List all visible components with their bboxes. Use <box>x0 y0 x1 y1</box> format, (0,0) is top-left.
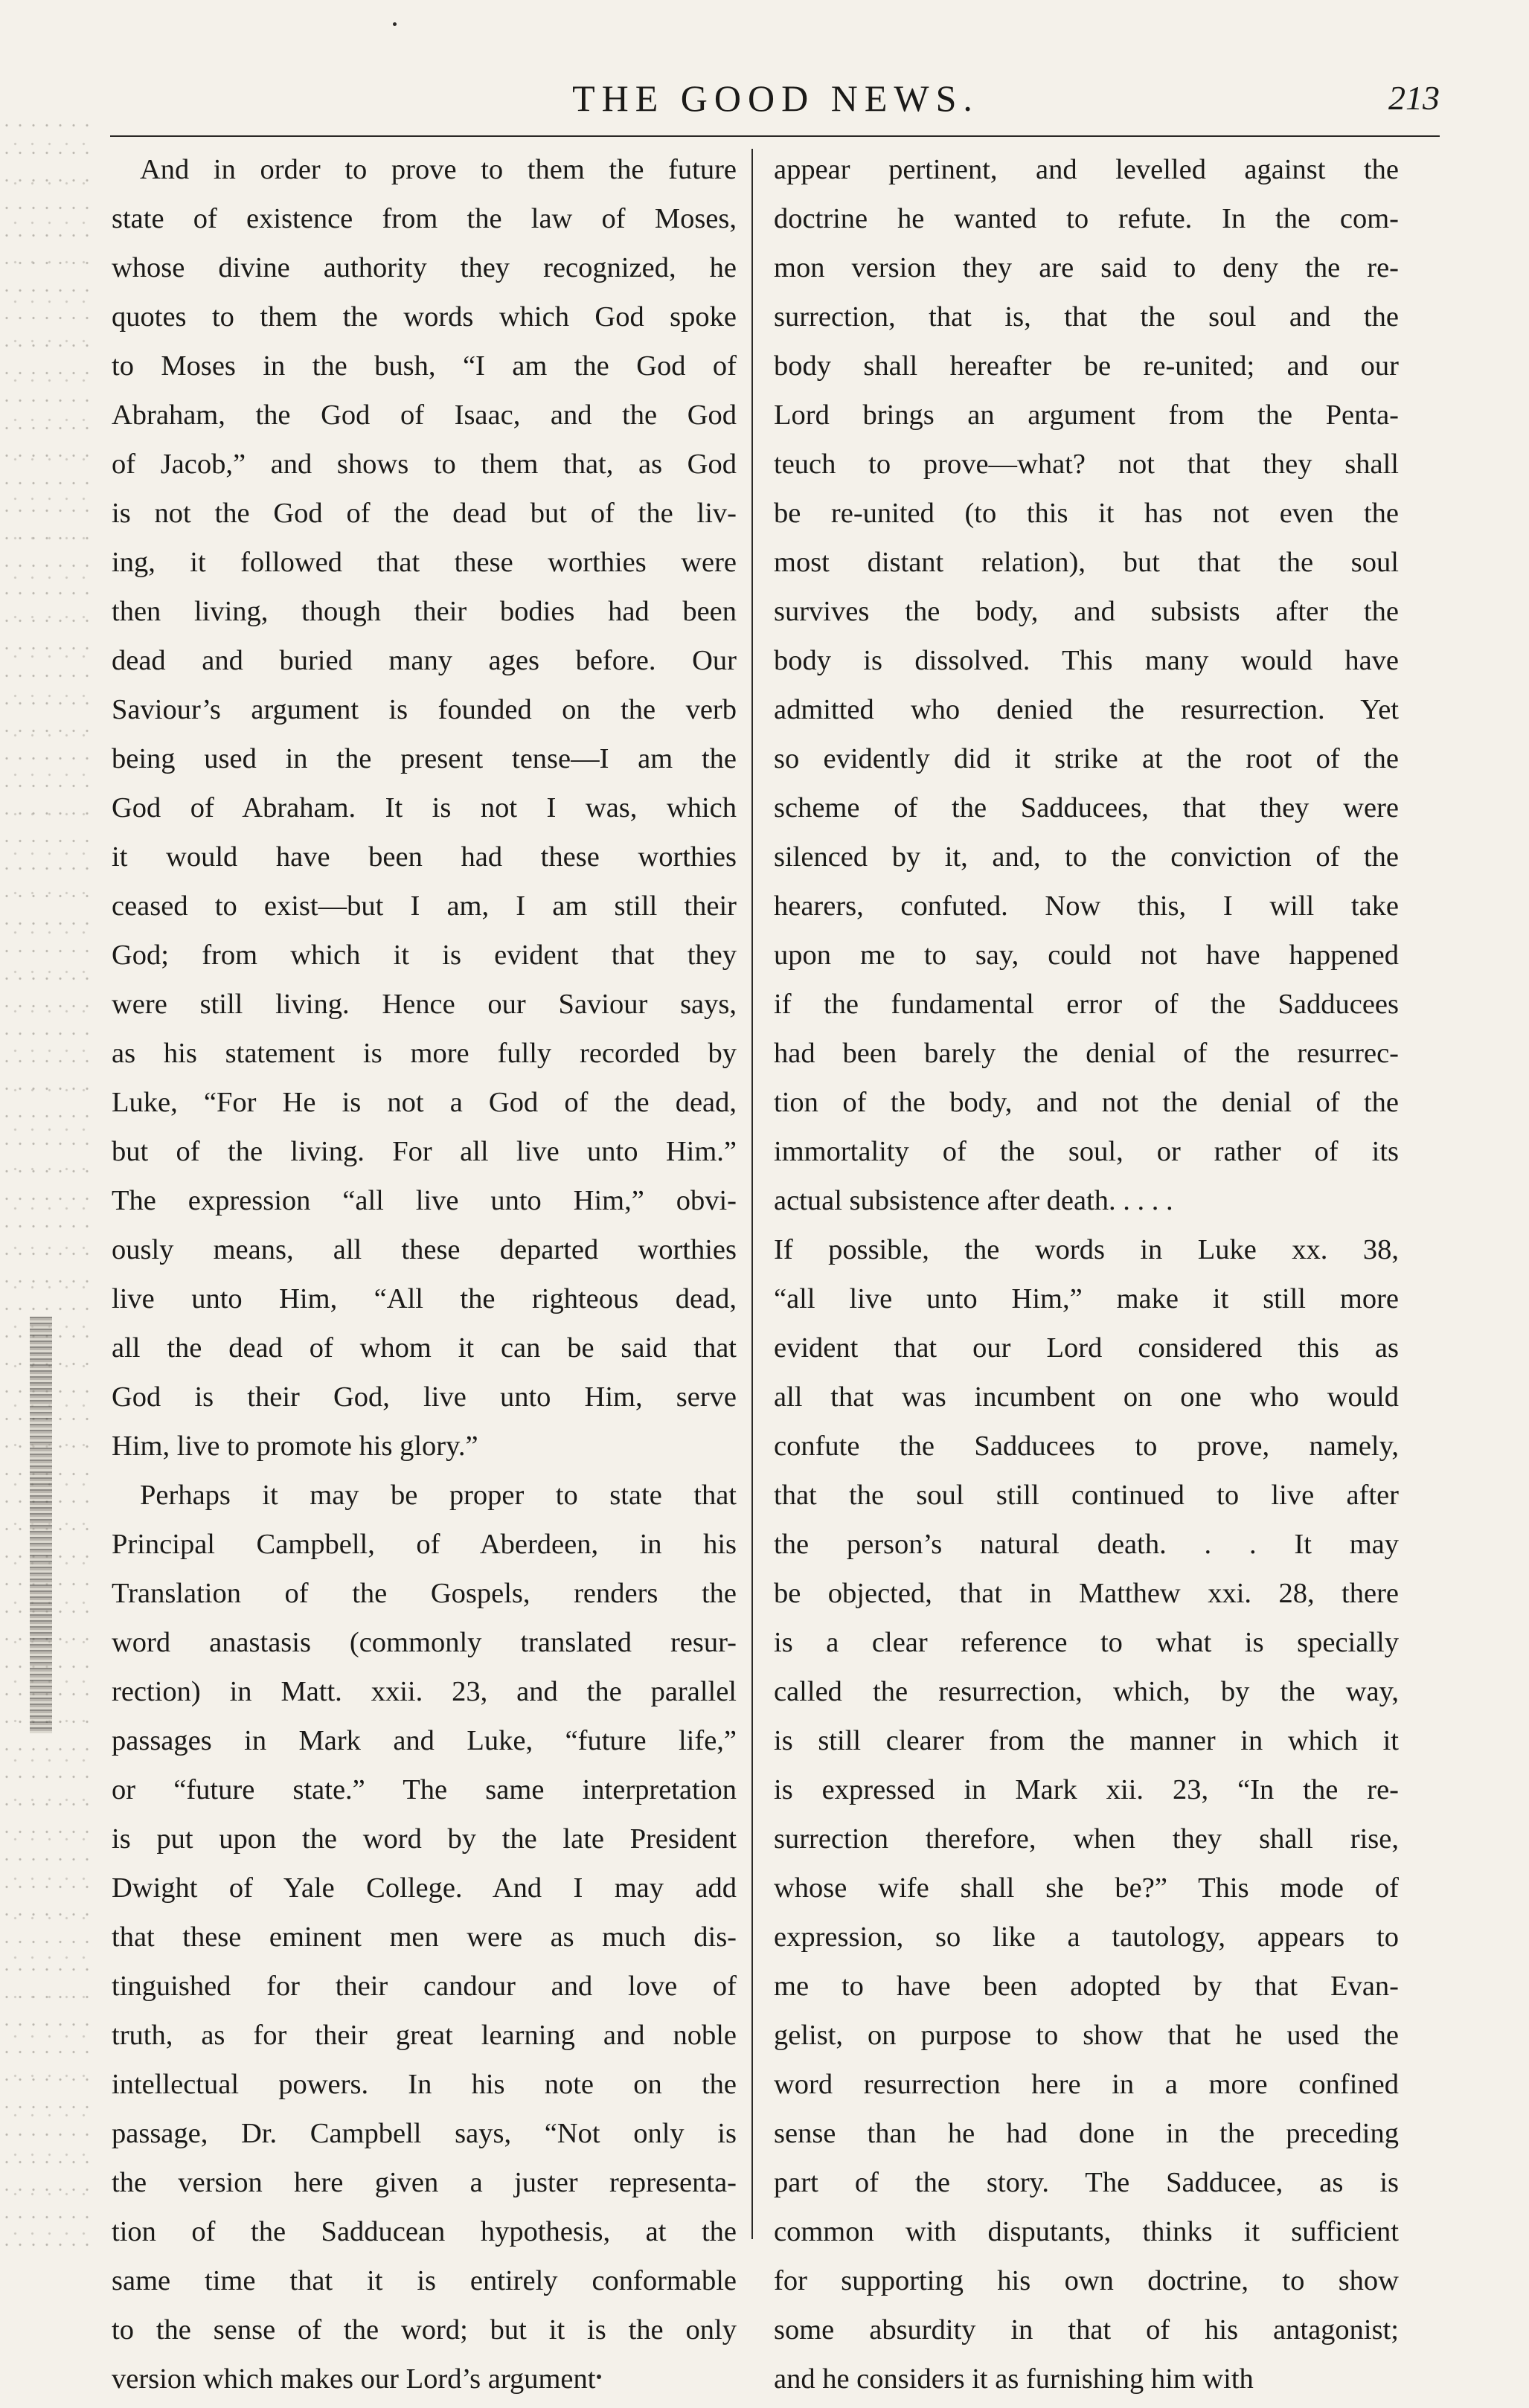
text-line: ceased to exist—but I am, I am still their <box>112 890 737 922</box>
text-line: upon me to say, could not have happened <box>774 940 1399 971</box>
text-line: Saviour’s argument is founded on the verb <box>112 694 737 725</box>
text-line: to the sense of the word; but it is the only <box>112 2314 737 2346</box>
text-line: truth, as for their great learning and noble <box>112 2020 737 2051</box>
text-line: that these eminent men were as much dis- <box>112 1921 737 1953</box>
column-divider <box>751 149 753 2239</box>
text-line: to Moses in the bush, “I am the God of <box>112 350 737 382</box>
text-line: most distant relation), but that the soul <box>774 547 1399 578</box>
text-line: “all live unto Him,” make it still more <box>774 1283 1399 1314</box>
text-line: is not the God of the dead but of the liv- <box>112 498 737 529</box>
text-line: is a clear reference to what is specially <box>774 1627 1399 1658</box>
text-line: version which makes our Lord’s argument <box>112 2363 596 2395</box>
text-line: common with disputants, thinks it sufficient <box>774 2216 1399 2247</box>
text-line: if the fundamental error of the Sadducees <box>774 989 1399 1020</box>
text-line: doctrine he wanted to refute. In the com- <box>774 203 1399 234</box>
text-line: be objected, that in Matthew xxi. 28, there <box>774 1578 1399 1609</box>
text-line: quotes to them the words which God spoke <box>112 301 737 333</box>
text-line: Perhaps it may be proper to state that <box>140 1480 737 1511</box>
right-column <box>774 145 1399 2404</box>
text-line: it would have been had these worthies <box>112 841 737 873</box>
text-line: Dwight of Yale College. And I may add <box>112 1872 737 1904</box>
text-line: rection) in Matt. xxii. 23, and the parallel <box>112 1676 737 1707</box>
text-line: Luke, “For He is not a God of the dead, <box>112 1087 737 1118</box>
text-line: is put upon the word by the late President <box>112 1823 737 1855</box>
text-line: called the resurrection, which, by the way, <box>774 1676 1399 1707</box>
text-line: whose wife shall she be?” This mode of <box>774 1872 1399 1904</box>
text-line: And in order to prove to them the future <box>140 154 737 185</box>
text-line: scheme of the Sadducees, that they were <box>774 792 1399 823</box>
text-line: Him, live to promote his glory.” <box>112 1431 478 1462</box>
text-line: as his statement is more fully recorded by <box>112 1038 737 1069</box>
text-line: God; from which it is evident that they <box>112 940 737 971</box>
text-line: teuch to prove—what? not that they shall <box>774 449 1399 480</box>
text-line: Lord brings an argument from the Penta- <box>774 399 1399 431</box>
page-edge-binding-strip <box>30 1317 52 1733</box>
text-line: same time that it is entirely conformable <box>112 2265 737 2296</box>
text-line: and he considers it as furnishing him with <box>774 2363 1254 2395</box>
text-line: body is dissolved. This many would have <box>774 645 1399 676</box>
text-line: The expression “all live unto Him,” obvi- <box>112 1185 737 1216</box>
text-line: God is their God, live unto Him, serve <box>112 1381 737 1413</box>
text-line: all the dead of whom it can be said that <box>112 1332 737 1364</box>
text-line: word anastasis (commonly translated resur- <box>112 1627 737 1658</box>
text-line: part of the story. The Sadducee, as is <box>774 2167 1399 2198</box>
text-line: some absurdity in that of his antagonist; <box>774 2314 1399 2346</box>
ink-speck <box>597 2375 601 2379</box>
text-line: surrection, that is, that the soul and the <box>774 301 1399 333</box>
running-title: THE GOOD NEWS. <box>572 77 979 119</box>
text-line: evident that our Lord considered this as <box>774 1332 1399 1364</box>
text-line: actual subsistence after death. . . . . <box>774 1185 1173 1216</box>
text-line: so evidently did it strike at the root of the <box>774 743 1399 774</box>
text-line: passages in Mark and Luke, “future life,” <box>112 1725 737 1756</box>
text-line: word resurrection here in a more confined <box>774 2069 1399 2100</box>
header-rule <box>110 135 1440 137</box>
page-edge-specks <box>0 112 89 2269</box>
text-line: Abraham, the God of Isaac, and the God <box>112 399 737 431</box>
text-line: had been barely the denial of the resurrec- <box>774 1038 1399 1069</box>
text-line: but of the living. For all live unto Him.” <box>112 1136 737 1167</box>
text-line: then living, though their bodies had been <box>112 596 737 627</box>
text-line: If possible, the words in Luke xx. 38, <box>774 1234 1399 1265</box>
text-line: dead and buried many ages before. Our <box>112 645 737 676</box>
text-line: tion of the body, and not the denial of the <box>774 1087 1399 1118</box>
ink-speck <box>393 22 397 26</box>
text-line: God of Abraham. It is not I was, which <box>112 792 737 823</box>
text-line: tion of the Sadducean hypothesis, at the <box>112 2216 737 2247</box>
text-line: me to have been adopted by that Evan- <box>774 1971 1399 2002</box>
text-line: confute the Sadducees to prove, namely, <box>774 1431 1399 1462</box>
text-line: were still living. Hence our Saviour says, <box>112 989 737 1020</box>
text-line: Translation of the Gospels, renders the <box>112 1578 737 1609</box>
text-line: being used in the present tense—I am the <box>112 743 737 774</box>
text-line: mon version they are said to deny the re- <box>774 252 1399 283</box>
text-line: be re-united (to this it has not even the <box>774 498 1399 529</box>
text-line: ously means, all these departed worthies <box>112 1234 737 1265</box>
text-line: live unto Him, “All the righteous dead, <box>112 1283 737 1314</box>
text-line: surrection therefore, when they shall rise, <box>774 1823 1399 1855</box>
text-line: gelist, on purpose to show that he used the <box>774 2020 1399 2051</box>
text-line: immortality of the soul, or rather of its <box>774 1136 1399 1167</box>
text-line: that the soul still continued to live after <box>774 1480 1399 1511</box>
text-line: survives the body, and subsists after the <box>774 596 1399 627</box>
page-header <box>112 68 1440 128</box>
text-line: appear pertinent, and levelled against the <box>774 154 1399 185</box>
left-column <box>112 145 737 2404</box>
text-line: state of existence from the law of Moses, <box>112 203 737 234</box>
text-line: ing, it followed that these worthies were <box>112 547 737 578</box>
text-line: expression, so like a tautology, appears to <box>774 1921 1399 1953</box>
text-line: or “future state.” The same interpretation <box>112 1774 737 1805</box>
text-line: Principal Campbell, of Aberdeen, in his <box>112 1529 737 1560</box>
text-line: the person’s natural death. . . It may <box>774 1529 1399 1560</box>
text-line: all that was incumbent on one who would <box>774 1381 1399 1413</box>
text-line: whose divine authority they recognized, he <box>112 252 737 283</box>
page-number: 213 <box>1388 79 1440 117</box>
text-line: is expressed in Mark xii. 23, “In the re- <box>774 1774 1399 1805</box>
text-line: silenced by it, and, to the conviction of the <box>774 841 1399 873</box>
text-line: sense than he had done in the preceding <box>774 2118 1399 2149</box>
text-line: intellectual powers. In his note on the <box>112 2069 737 2100</box>
text-line: admitted who denied the resurrection. Yet <box>774 694 1399 725</box>
text-line: tinguished for their candour and love of <box>112 1971 737 2002</box>
text-line: is still clearer from the manner in which it <box>774 1725 1399 1756</box>
text-line: hearers, confuted. Now this, I will take <box>774 890 1399 922</box>
text-line: body shall hereafter be re-united; and our <box>774 350 1399 382</box>
text-line: passage, Dr. Campbell says, “Not only is <box>112 2118 737 2149</box>
text-line: for supporting his own doctrine, to show <box>774 2265 1399 2296</box>
text-line: of Jacob,” and shows to them that, as God <box>112 449 737 480</box>
text-line: the version here given a juster representa- <box>112 2167 737 2198</box>
